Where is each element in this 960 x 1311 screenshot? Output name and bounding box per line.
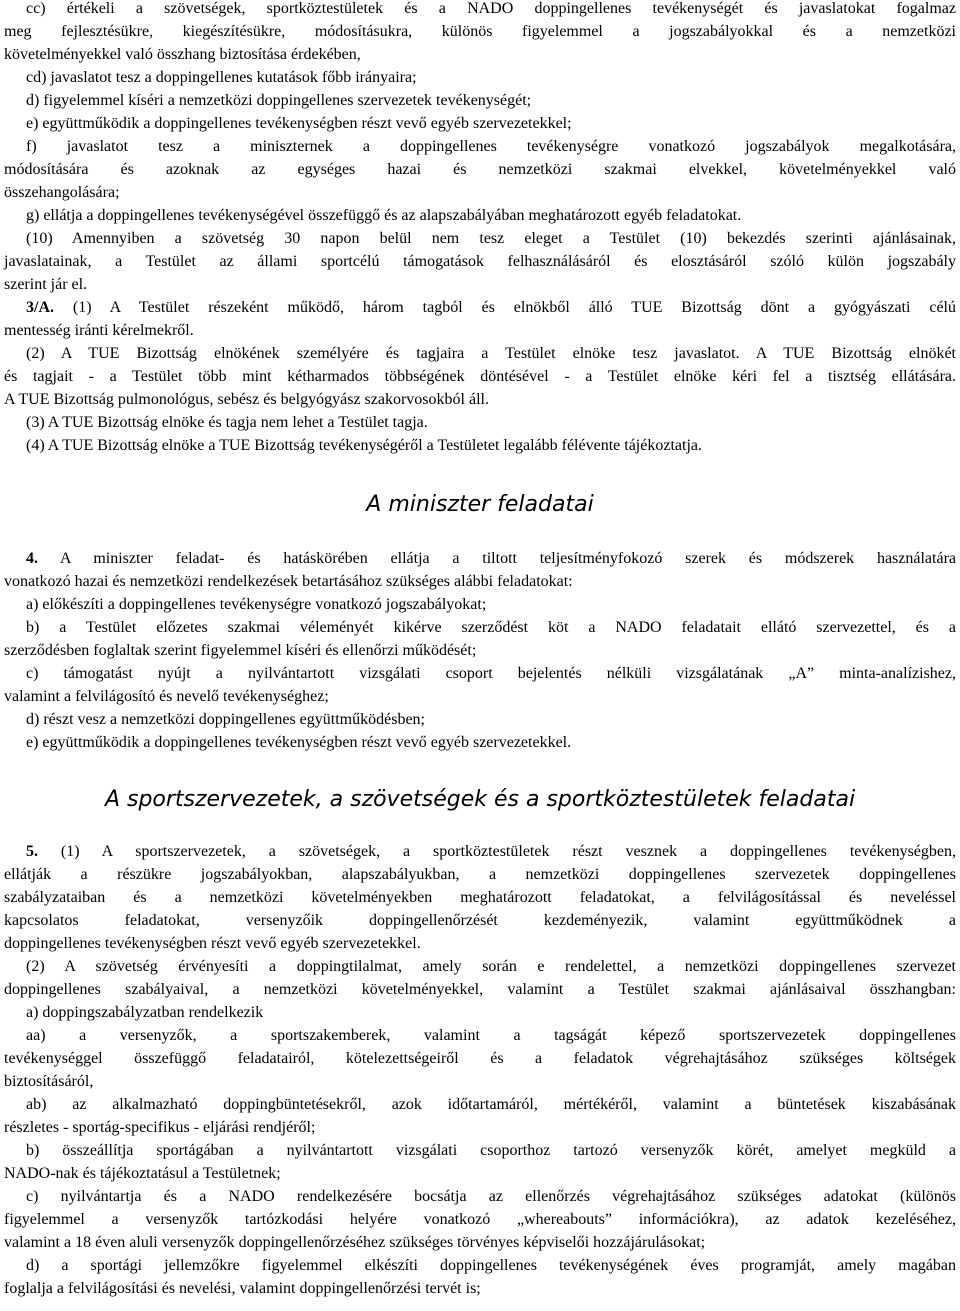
text-line: (2) A TUE Bizottság elnökének személyére és tagjaira a Testület elnöke tesz javaslatot. A TUE Bizottság elnökét	[26, 345, 956, 362]
paragraph-10: (10) Amennyiben a szövetség 30 napon belül nem tesz eleget a Testület (10) bekezdés szerinti ajánlásainak,	[26, 230, 956, 247]
text-line: doppingellenes tevékenységben részt vevő egyéb szervezetekkel.	[4, 935, 421, 952]
list-item-ab: ab) az alkalmazható doppingbüntetésekről, azok időtartamáról, mértékéről, valamint a büntetések kiszabásának	[26, 1096, 956, 1113]
list-item-aa: aa) a versenyzők, a sportszakemberek, valamint a tagságát képező sportszervezetek doppingellenes	[26, 1027, 956, 1044]
section-3a-line: 3/A. (1) A Testület részeként működő, három tagból és elnökből álló TUE Bizottság dönt a gyógyászati célú	[26, 299, 956, 316]
text-line: (3) A TUE Bizottság elnöke és tagja nem lehet a Testület tagja.	[26, 414, 428, 431]
list-item-d: d) a sportági jellemzőkre figyelemmel elkészíti doppingellenes tevékenységének éves programját, amely magában	[26, 1257, 956, 1274]
list-item-g: g) ellátja a doppingellenes tevékenységével összefüggő és az alapszabályában meghatározott egyéb feladatokat.	[26, 207, 742, 224]
text-line: tevékenységgel összefüggő feladatairól, kötelezettségeiről és a feladatok végrehajtásához szükséges költségek	[4, 1050, 956, 1067]
text-line: valamint a 18 éven aluli versenyzők doppingellenőrzéséhez szükséges törvényes képviselői hozzájárulásokat;	[4, 1234, 706, 1251]
list-item-cc: cc) értékeli a szövetségek, sportköztestületek és a NADO doppingellenes tevékenységét és javaslatokat fogalmaz	[26, 0, 956, 17]
text-line: biztosításáról,	[4, 1073, 94, 1090]
list-item-a: a) előkészíti a doppingellenes tevékenységre vonatkozó jogszabályokat;	[26, 596, 487, 613]
text-line: NADO-nak és tájékoztatásul a Testületnek;	[4, 1165, 281, 1182]
text-line: doppingellenes szabályaival, a nemzetközi követelményekkel, valamint a Testület szakmai ajánlásaival összhangban:	[4, 981, 956, 998]
section-heading: A sportszervezetek, a szövetségek és a sportköztestületek feladatai	[104, 787, 856, 812]
text-line: és tagjait - a Testület több mint kétharmados többségének döntésével - a Testület elnöke kéri fel a tisztség ellátására.	[4, 368, 956, 385]
list-item-f: f) javaslatot tesz a miniszternek a doppingellenes tevékenységre vonatkozó jogszabályok megalkotására,	[26, 138, 956, 155]
text-line: (2) A szövetség érvényesíti a doppingtilalmat, amely során e rendelettel, a nemzetközi doppingellenes szervezet	[26, 958, 956, 975]
text-line: módosítására és azoknak az egységes hazai és nemzetközi szakmai elvekkel, követelményekkel való	[4, 161, 956, 178]
text-line: szerződésben foglaltak szerint figyelemmel kíséri és ellenőrzi működését;	[4, 642, 477, 659]
list-item-c: c) támogatást nyújt a nyilvántartott vizsgálati csoport bejelentés nélküli vizsgálatának „A” minta-analízishez,	[26, 665, 956, 682]
list-item-b: b) összeállítja sportágában a nyilvántartott vizsgálati csoporthoz tartozó versenyzők körét, amelyet megküld a	[26, 1142, 956, 1159]
text-line: (4) A TUE Bizottság elnöke a TUE Bizottság tevékenységéről a Testületet legalább félévente tájékoztatja.	[26, 437, 702, 454]
text-line: figyelemmel a versenyzők tartózkodási helyére vonatkozó „whereabouts” információkra), az adatok kezeléséhez,	[4, 1211, 956, 1228]
section-number: 3/A.	[26, 299, 54, 316]
text-line: ellátják a részükre jogszabályokban, alapszabályukban, a nemzetközi doppingellenes szervezetek doppingellenes	[4, 866, 956, 883]
section-heading: A miniszter feladatai	[366, 492, 594, 517]
list-item-b: b) a Testület előzetes szakmai véleményét kikérve szerződést köt a NADO feladatait ellátó szervezettel, és a	[26, 619, 956, 636]
text-line: összehangolására;	[4, 184, 120, 201]
text-line: szerint jár el.	[4, 276, 88, 293]
text-line: mentesség iránti kérelmekről.	[4, 322, 194, 339]
list-item-d: d) figyelemmel kíséri a nemzetközi doppingellenes szervezetek tevékenységét;	[26, 92, 532, 109]
text-line: részletes - sportág-specifikus - eljárási rendjéről;	[4, 1119, 316, 1136]
text-line: valamint a felvilágosító és nevelő tevékenységhez;	[4, 688, 329, 705]
section-4-line: 4. A miniszter feladat- és hatáskörében ellátja a tiltott teljesítményfokozó szerek és módszerek használatára	[26, 550, 956, 567]
text-line: javaslatainak, a Testület az állami sportcélú támogatások felhasználásáról és elosztásáról szóló külön jogszabály	[4, 253, 956, 270]
list-item-cd: cd) javaslatot tesz a doppingellenes kutatások főbb irányaira;	[26, 69, 417, 86]
list-item-e: e) együttműködik a doppingellenes tevékenységben részt vevő egyéb szervezetekkel.	[26, 734, 572, 751]
section-number: 4.	[26, 550, 38, 567]
list-item-c: c) nyilvántartja és a NADO rendelkezésére bocsátja az ellenőrzés végrehajtásához szükséges adatokat (különös	[26, 1188, 956, 1205]
text-line: vonatkozó hazai és nemzetközi rendelkezések betartásához szükséges alábbi feladatokat:	[4, 573, 573, 590]
text-line: szabályzataiban és a nemzetközi követelményekben meghatározott feladatokat, a felvilágosítással és neveléssel	[4, 889, 956, 906]
text-line: követelményekkel való összhang biztosítása érdekében,	[4, 46, 361, 63]
text-line: kapcsolatos feladatokat, versenyzőik doppingellenőrzését kezdeményezik, valamint együttműködnek a	[4, 912, 956, 929]
list-item-e: e) együttműködik a doppingellenes tevékenységben részt vevő egyéb szervezetekkel;	[26, 115, 572, 132]
section-5-line: 5. (1) A sportszervezetek, a szövetségek, a sportköztestületek részt vesznek a doppingellenes tevékenységben,	[26, 843, 956, 860]
list-item-a: a) doppingszabályzatban rendelkezik	[26, 1004, 264, 1021]
text-line: foglalja a felvilágosítási és nevelési, valamint doppingellenőrzési tervét is;	[4, 1280, 481, 1297]
text-line: A TUE Bizottság pulmonológus, sebész és belgyógyász szakorvosokból áll.	[4, 391, 489, 408]
list-item-d: d) részt vesz a nemzetközi doppingellenes együttműködésben;	[26, 711, 425, 728]
text-line: meg fejlesztésükre, kiegészítésükre, módosításukra, különös figyelemmel a jogszabályokkal és a nemzetközi	[4, 23, 956, 40]
section-number: 5.	[26, 843, 38, 860]
